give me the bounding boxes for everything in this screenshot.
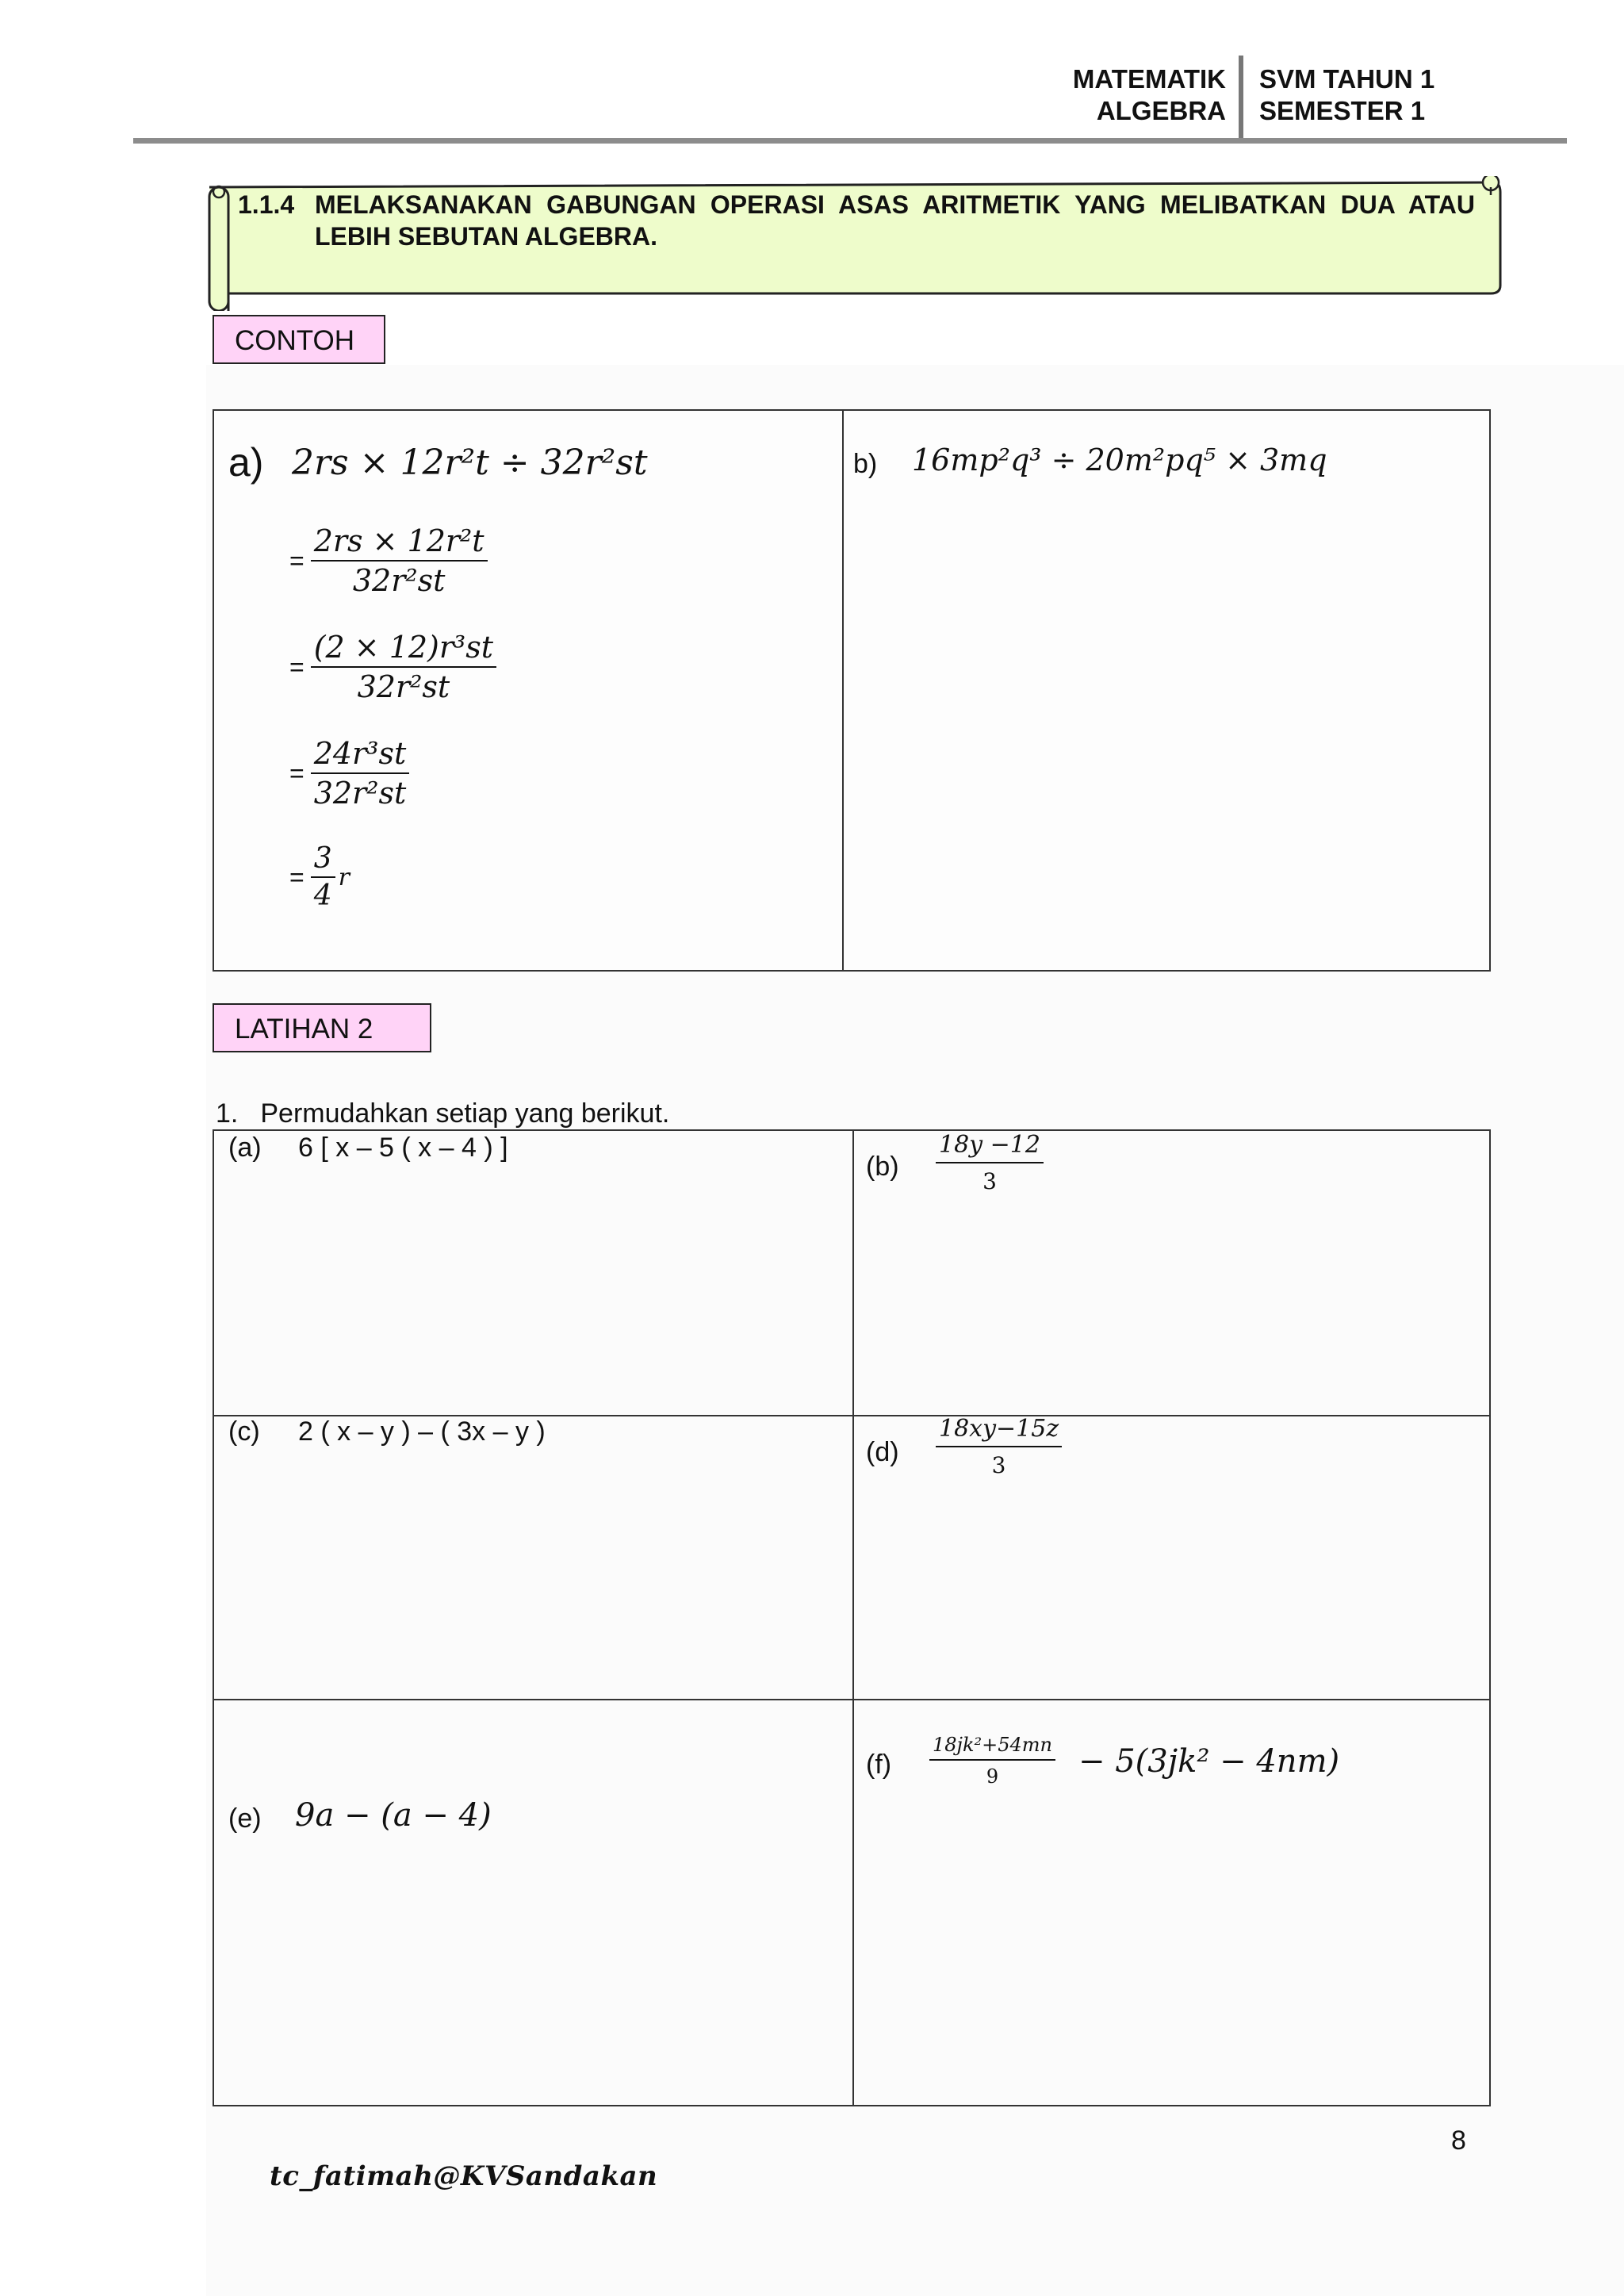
question-c-label: (c) <box>228 1416 260 1447</box>
equals-sign: = <box>289 546 304 575</box>
exercise-instruction <box>216 1098 669 1129</box>
step-1-denominator: 32r²st <box>352 563 446 598</box>
exercise-tag: LATIHAN 2 <box>213 1003 431 1052</box>
question-b-fraction <box>936 1131 1044 1194</box>
question-f-fraction <box>929 1734 1055 1788</box>
exercise-table-row-divider-2 <box>214 1699 1489 1700</box>
question-d-fraction <box>936 1415 1062 1478</box>
example-a-label: a) <box>228 440 264 485</box>
question-number: 1. <box>216 1098 239 1129</box>
banner-text <box>238 189 1475 252</box>
banner-number: 1.1.4 <box>238 190 295 219</box>
example-a-problem: 2rs × 12r²t ÷ 32r²st <box>292 443 648 483</box>
header-course <box>1259 63 1434 127</box>
step-1-numerator: 2rs × 12r²t <box>311 523 488 562</box>
question-f-numerator: 18jk²+54mn <box>929 1734 1055 1761</box>
header-course-line1: SVM TAHUN 1 <box>1259 64 1435 94</box>
question-a-label: (a) <box>228 1133 262 1163</box>
step-1-fraction <box>311 523 488 598</box>
step-3-numerator: 24r³st <box>311 736 410 774</box>
instruction-text: Permudahkan setiap yang berikut. <box>260 1098 670 1129</box>
question-f-remainder: − 5(3jk² − 4nm) <box>1078 1743 1340 1780</box>
example-table <box>213 409 1491 972</box>
step-4-denominator: 4 <box>313 880 332 912</box>
step-4-numerator: 3 <box>311 842 335 878</box>
question-d-denominator: 3 <box>991 1452 1006 1478</box>
step-2-fraction <box>311 630 496 704</box>
question-e-label: (e) <box>228 1803 262 1834</box>
exercise-table <box>213 1129 1491 2106</box>
header-course-line2: SEMESTER 1 <box>1259 96 1426 125</box>
step-3-fraction <box>311 736 410 811</box>
step-3-denominator: 32r²st <box>313 776 407 811</box>
example-table-divider <box>842 411 844 970</box>
question-a-expression: 6 [ x – 5 ( x – 4 ) ] <box>298 1133 508 1163</box>
example-tag: CONTOH <box>213 315 385 364</box>
example-step-1 <box>289 523 488 598</box>
page-number: 8 <box>1451 2125 1466 2156</box>
header-subject-line1: MATEMATIK <box>1072 64 1226 94</box>
example-step-2 <box>289 630 496 704</box>
equals-sign: = <box>289 862 304 891</box>
example-step-4 <box>289 842 350 912</box>
question-b-numerator: 18y −12 <box>936 1131 1044 1163</box>
example-b-problem: 16mp²q³ ÷ 20m²pq⁵ × 3mq <box>912 443 1327 477</box>
step-2-numerator: (2 × 12)r³st <box>311 630 496 668</box>
question-d-numerator: 18xy−15z <box>936 1415 1062 1447</box>
header-subject-line2: ALGEBRA <box>1096 96 1226 125</box>
header-rule <box>133 138 1567 144</box>
exercise-table-vertical-divider <box>852 1131 854 2105</box>
step-4-fraction <box>311 842 335 912</box>
example-step-3 <box>289 736 409 811</box>
equals-sign: = <box>289 758 304 788</box>
header-subject <box>1073 63 1226 127</box>
step-4-variable: r <box>338 863 350 891</box>
example-b-label: b) <box>853 449 878 479</box>
author-signature: tc_fatimah@KVSandakan <box>270 2160 658 2192</box>
equals-sign: = <box>289 652 304 681</box>
question-f-denominator: 9 <box>986 1765 999 1788</box>
banner-title: MELAKSANAKAN GABUNGAN OPERASI ASAS ARITMETIK YANG MELIBATKAN DUA ATAU LEBIH SEBUTAN ALGEBRA. <box>315 190 1475 251</box>
question-b-denominator: 3 <box>982 1168 997 1194</box>
step-2-denominator: 32r²st <box>357 669 450 704</box>
question-e-expression: 9a − (a − 4) <box>295 1797 492 1834</box>
question-f-label: (f) <box>866 1750 892 1780</box>
question-c-expression: 2 ( x – y ) – ( 3x – y ) <box>298 1416 546 1447</box>
question-d-label: (d) <box>866 1437 899 1467</box>
topic-banner <box>198 176 1502 293</box>
header-divider <box>1239 56 1243 141</box>
question-b-label: (b) <box>866 1152 899 1182</box>
